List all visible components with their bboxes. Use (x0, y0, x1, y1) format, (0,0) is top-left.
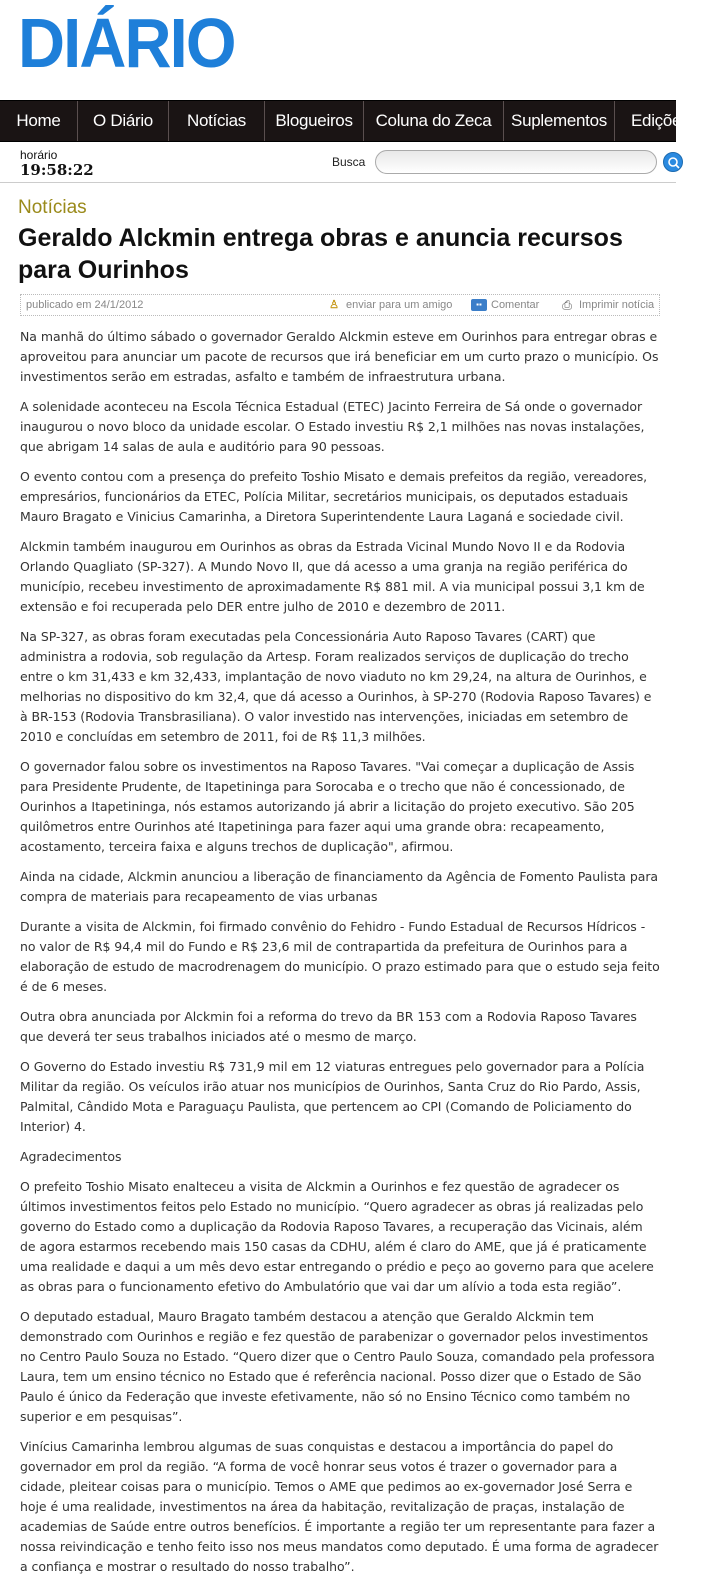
article-paragraph: Durante a visita de Alckmin, foi firmado convênio do Fehidro - Fundo Estadual de Recursos Hídricos - no valor de R$ 94,4 mil do Fundo e R$ 23,6 mil de contrapartida da prefeitura de Ourinhos para a elaboração de estudo de macrodrenagem do município. O prazo estimado para que o estudo seja feito é de 6 meses. (20, 919, 660, 994)
section-label[interactable]: Notícias (18, 197, 87, 218)
article-meta-bar (20, 294, 660, 316)
nav-item-suplementos[interactable]: Suplementos (504, 101, 615, 141)
nav-item-edicoes[interactable]: Edições (631, 111, 690, 130)
send-to-friend-label: enviar para um amigo (346, 299, 453, 311)
comment-label: Comentar (491, 299, 540, 311)
article-paragraph: Na SP-327, as obras foram executadas pela Concessionária Auto Raposo Tavares (CART) que administra a rodovia, sob regulação da Artesp. Foram realizados serviços de duplicação do trecho entre o km 31,433 e km 32,433, implantação de novo viaduto no km 29,24, na altura de Ourinhos, e melhorias no dispositivo do km 32,4, que dá acesso a Ourinhos, à SP-270 (Rodovia Raposo Tavares) e à BR-153 (Rodovia Transbrasiliana). O valor investido nas intervenções, iniciadas em setembro de 2010 e concluídas em setembro de 2011, foi de R$ 11,3 milhões. (20, 629, 652, 744)
site-logo[interactable] (18, 4, 251, 82)
site-logo-text: DIÁRIO (18, 4, 235, 82)
send-to-friend-link[interactable] (326, 299, 452, 311)
article-paragraph: O prefeito Toshio Misato enalteceu a visita de Alckmin a Ourinhos e fez questão de agradecer os últimos investimentos feitos pelo Estado no município. “Quero agradecer as obras já realizadas pelo governo do Estado como a duplicação da Rodovia Raposo Tavares, a recuperação das Vicinais, além de agora estarmos recebendo mais 150 casas da CDHU, além é claro do AME, que já é praticamente uma realidade e daqui a um mês devo estar entregando o prédio e peço ao governo para que acelere as obras para o funcionamento efetivo do Ambulatório que vai dar um alívio a toda esta região”. (20, 1179, 654, 1294)
article-paragraph: Outra obra anunciada por Alckmin foi a reforma do trevo da BR 153 com a Rodovia Raposo Tavares que deverá ter seus trabalhos iniciados até o mesmo de março. (20, 1009, 637, 1044)
search-icon (664, 153, 684, 173)
search-label: Busca (332, 155, 366, 169)
nav-item-coluna-do-zeca[interactable]: Coluna do Zeca (364, 101, 504, 141)
article-title: Geraldo Alckmin entrega obras e anuncia recursos para Ourinhos (18, 224, 623, 284)
nav-item-blogueiros[interactable]: Blogueiros (265, 101, 364, 141)
clock-time: 19:58:22 (20, 161, 94, 179)
main-nav (0, 100, 690, 142)
publish-date: publicado em 24/1/2012 (26, 299, 144, 311)
article-paragraph: O Governo do Estado investiu R$ 731,9 mil em 12 viaturas entregues pelo governador para a Polícia Militar da região. Os veículos irão atuar nos municípios de Ourinhos, Santa Cruz do Rio Pardo, Assis, Palmital, Cândido Mota e Paraguaçu Paulista, que pertencem ao CPI (Comando de Policiamento do Interior) 4. (20, 1059, 645, 1134)
nav-item-home[interactable]: Home (0, 101, 78, 141)
nav-item-o-diario[interactable]: O Diário (78, 101, 169, 141)
comment-icon: ▪▪ (471, 299, 487, 311)
comment-link[interactable] (471, 299, 539, 311)
printer-icon: ⎙ (562, 298, 572, 312)
article-paragraph: O deputado estadual, Mauro Bragato também destacou a atenção que Geraldo Alckmin tem demonstrado com Ourinhos e região e fez questão de parabenizar o governador pelos investimentos no Centro Paulo Souza no Estado. “Quero dizer que o Centro Paulo Souza, comandado pela professora Laura, tem um ensino técnico no Estado que é referência nacional. Posso dizer que o Estado de São Paulo é único da Federação que investe efetivamente, não só no Ensino Técnico como também no superior e em pesquisas”. (20, 1309, 655, 1424)
article-body (20, 327, 660, 1587)
article-paragraph: A solenidade aconteceu na Escola Técnica Estadual (ETEC) Jacinto Ferreira de Sá onde o governador inaugurou o novo bloco da unidade escolar. O Estado investiu R$ 2,1 milhões nas novas instalações, que abrigam 14 salas de aula e auditório para 90 pessoas. (20, 399, 645, 454)
search-input[interactable] (375, 150, 657, 174)
nav-item-noticias[interactable]: Notícias (169, 101, 265, 141)
search-button[interactable] (663, 152, 683, 172)
article-paragraph: O evento contou com a presença do prefeito Toshio Misato e demais prefeitos da região, vereadores, empresários, funcionários da ETEC, Polícia Militar, secretários municipais, os deputados estaduais Mauro Bragato e Vinicius Camarinha, a Diretora Superintendente Laura Laganá e sociedade civil. (20, 469, 648, 524)
print-link[interactable] (559, 299, 654, 311)
article-paragraph: Alckmin também inaugurou em Ourinhos as obras da Estrada Vicinal Mundo Novo II e da Rodovia Orlando Quagliato (SP-327). A Mundo Novo II, que dá acesso a uma granja na região periférica do município, recebeu investimento de aproximadamente R$ 881 mil. A via municipal possui 3,1 km de extensão e foi recuperada pelo DER entre julho de 2010 e dezembro de 2011. (20, 539, 645, 614)
article-paragraph: O governador falou sobre os investimentos na Raposo Tavares. "Vai começar a duplicação de Assis para Presidente Prudente, de Itapetininga para Sorocaba e o trecho que não é concessionado, de Ourinhos a Itapetininga, nós estamos autorizando já abrir a licitação do projeto executivo. São 205 quilômetros entre Ourinhos até Itapetininga para fazer aqui uma grande obra: recapeamento, acostamento, terceira faixa e alguns trechos de duplicação", afirmou. (20, 759, 635, 854)
clock-label: horário (20, 148, 58, 162)
article-paragraph: Ainda na cidade, Alckmin anunciou a liberação de financiamento da Agência de Fomento Paulista para compra de materiais para recapeamento de vias urbanas (20, 869, 659, 904)
article-paragraph: Na manhã do último sábado o governador Geraldo Alckmin esteve em Ourinhos para entregar obras e aproveitou para anunciar um pacote de recursos que irá beneficiar em um curto prazo o município. Os investimentos serão em estradas, asfalto e também de infraestrutura urbana. (20, 329, 659, 384)
sub-header (0, 143, 676, 183)
add-person-icon: ♙ (329, 299, 339, 311)
print-label: Imprimir notícia (579, 299, 655, 311)
article-subheading: Agradecimentos (20, 1149, 122, 1164)
article-paragraph: Vinícius Camarinha lembrou algumas de suas conquistas e destacou a importância do papel do governador em prol da região. “A forma de você honrar seus votos é trazer o governador para a cidade, pleitear coisas para o município. Temos o AME que pedimos ao ex-governador José Serra e hoje é uma realidade, investimentos na área da habitação, revitalização de praças, instalação de academias de Saúde entre outros benefícios. É importante a região ter um representante para fazer a nossa reivindicação e tenho feito isso nos meus mandatos como deputado. É uma forma de agradecer a confiança e mostrar o resultado do nosso trabalho”. (20, 1439, 659, 1574)
